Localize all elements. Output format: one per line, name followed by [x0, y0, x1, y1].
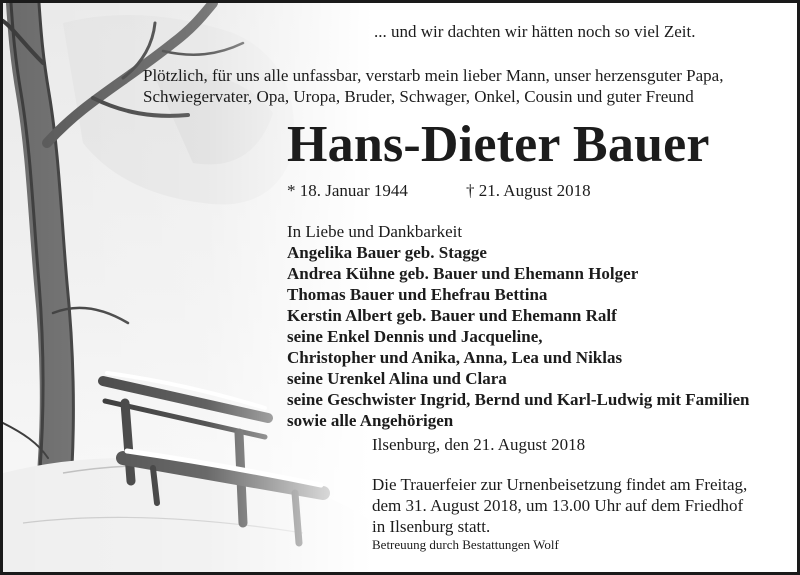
mourner-line: Angelika Bauer geb. Stagge [287, 243, 487, 262]
service-line: in Ilsenburg statt. [372, 517, 491, 536]
intro-line: Schwiegervater, Opa, Uropa, Bruder, Schwager, Onkel, Cousin und guter Freund [143, 87, 694, 106]
mourner-line: seine Enkel Dennis und Jacqueline, [287, 327, 543, 346]
birth-date: * 18. Januar 1944 [287, 181, 408, 200]
mourners-block [287, 221, 750, 431]
mourner-line: Christopher und Anika, Anna, Lea und Niklas [287, 348, 623, 367]
mourner-line: Andrea Kühne geb. Bauer und Ehemann Holger [287, 264, 639, 283]
intro-line: Plötzlich, für uns alle unfassbar, verstarb mein lieber Mann, unser herzensguter Papa, [143, 66, 724, 85]
service-line: Die Trauerfeier zur Urnenbeisetzung findet am Freitag, [372, 475, 748, 494]
mourner-line: sowie alle Angehörigen [287, 411, 454, 430]
mourner-line: Kerstin Albert geb. Bauer und Ehemann Ralf [287, 306, 617, 325]
opening-quote: ... und wir dachten wir hätten noch so viel Zeit. [374, 22, 696, 41]
service-line: dem 31. August 2018, um 13.00 Uhr auf dem Friedhof [372, 496, 744, 515]
undertaker-credit: Betreuung durch Bestattungen Wolf [372, 537, 559, 552]
deceased-name: Hans-Dieter Bauer [287, 116, 710, 173]
mourner-line: seine Geschwister Ingrid, Bernd und Karl-Ludwig mit Familien [287, 390, 750, 409]
death-date: † 21. August 2018 [466, 181, 591, 200]
mourner-line: Thomas Bauer und Ehefrau Bettina [287, 285, 548, 304]
funeral-service-info [372, 474, 747, 537]
intro-text [143, 65, 723, 107]
place-and-date: Ilsenburg, den 21. August 2018 [372, 435, 586, 454]
mourners-heading: In Liebe und Dankbarkeit [287, 222, 463, 241]
mourner-line: seine Urenkel Alina und Clara [287, 369, 507, 388]
